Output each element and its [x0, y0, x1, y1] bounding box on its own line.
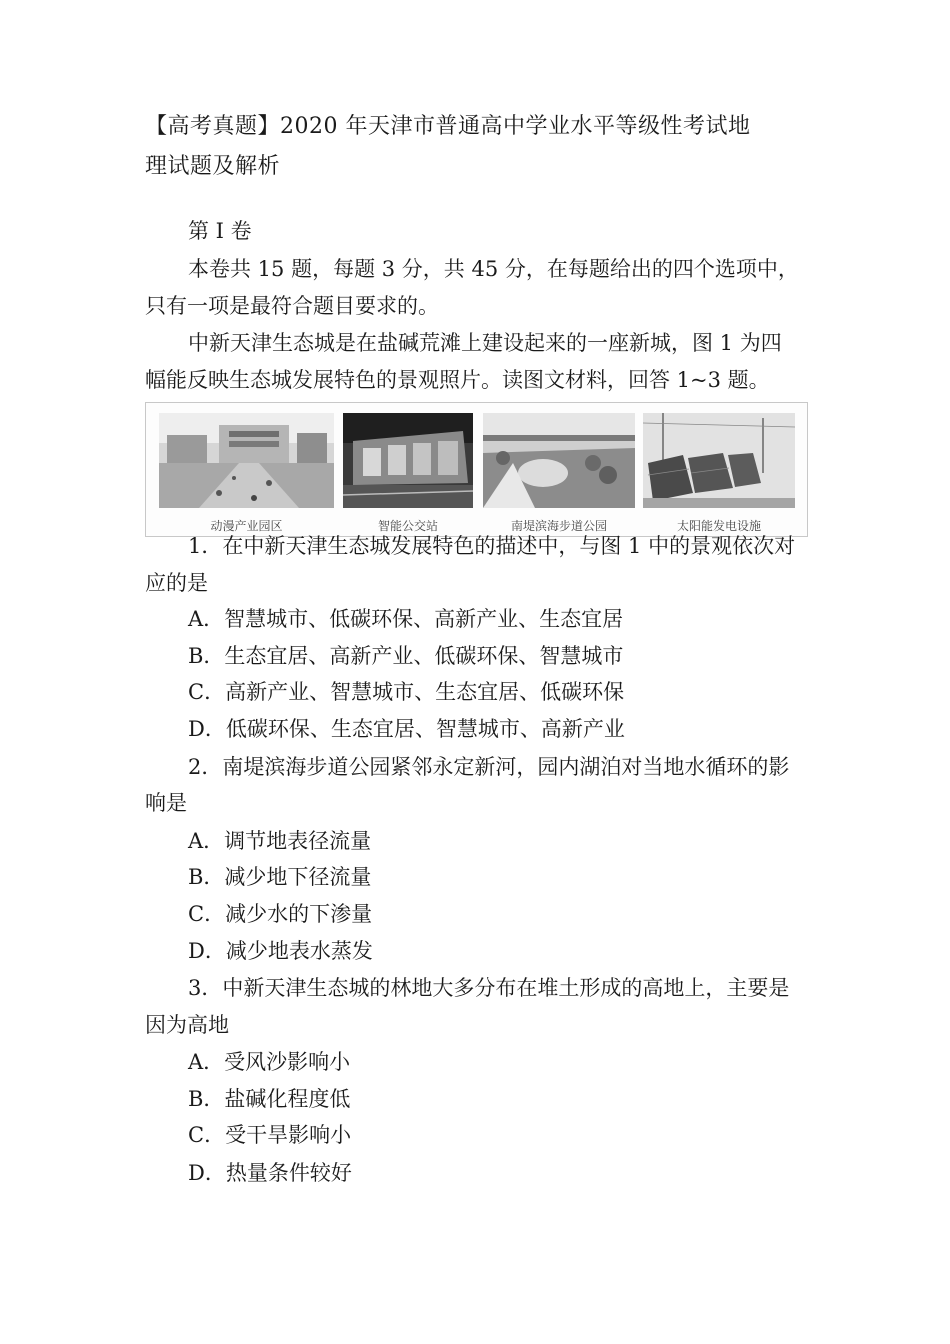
- figure-caption-2: 智能公交站: [377, 519, 438, 533]
- section-heading: 第 I 卷: [188, 219, 252, 243]
- question-2-option-d: D．减少地表水蒸发: [188, 939, 373, 963]
- question-3-option-c: C．受干旱影响小: [188, 1123, 352, 1147]
- instructions-line-1: 本卷共 15 题，每题 3 分，共 45 分，在每题给出的四个选项中，: [188, 257, 799, 281]
- photo-south-embankment-park: [483, 413, 635, 508]
- question-1-option-d: D．低碳环保、生态宜居、智慧城市、高新产业: [188, 717, 625, 741]
- document-title-line-2: 理试题及解析: [145, 154, 281, 179]
- question-2-option-b: B．减少地下径流量: [188, 865, 372, 889]
- photo-animation-industrial-park: [159, 413, 334, 508]
- photo-smart-bus-stop: [343, 413, 473, 508]
- figure-caption-1: 动漫产业园区: [210, 519, 283, 533]
- question-3-stem-line-2: 因为高地: [145, 1013, 229, 1037]
- document-title-line-1: 【高考真题】2020 年天津市普通高中学业水平等级性考试地: [145, 114, 751, 139]
- question-3-option-a: A．受风沙影响小: [188, 1050, 351, 1074]
- question-2-stem-line-1: 2．南堤滨海步道公园紧邻永定新河，园内湖泊对当地水循环的影: [188, 755, 790, 779]
- figure-caption-3: 南堤滨海步道公园: [510, 519, 607, 533]
- question-3-option-d: D．热量条件较好: [188, 1161, 352, 1185]
- question-2-option-c: C．减少水的下渗量: [188, 902, 373, 926]
- question-1-option-c: C．高新产业、智慧城市、生态宜居、低碳环保: [188, 680, 625, 704]
- question-3-stem-line-1: 3．中新天津生态城的林地大多分布在堆土形成的高地上，主要是: [188, 976, 790, 1000]
- question-2-stem-line-2: 响是: [145, 791, 187, 815]
- material-line-2: 幅能反映生态城发展特色的景观照片。读图文材料，回答 1~3 题。: [145, 368, 770, 392]
- question-1-stem-line-2: 应的是: [145, 571, 208, 595]
- question-1-stem-line-1: 1．在中新天津生态城发展特色的描述中，与图 1 中的景观依次对: [188, 534, 796, 558]
- figure-caption-4: 太阳能发电设施: [676, 519, 761, 533]
- figure-1-photo-strip: [145, 402, 808, 537]
- question-1-option-a: A．智慧城市、低碳环保、高新产业、生态宜居: [188, 607, 624, 631]
- question-2-option-a: A．调节地表径流量: [188, 829, 372, 853]
- material-line-1: 中新天津生态城是在盐碱荒滩上建设起来的一座新城，图 1 为四: [188, 331, 782, 355]
- question-1-option-b: B．生态宜居、高新产业、低碳环保、智慧城市: [188, 644, 624, 668]
- photo-solar-power-facility: [643, 413, 795, 508]
- instructions-line-2: 只有一项是最符合题目要求的。: [145, 294, 439, 318]
- question-3-option-b: B．盐碱化程度低: [188, 1087, 351, 1111]
